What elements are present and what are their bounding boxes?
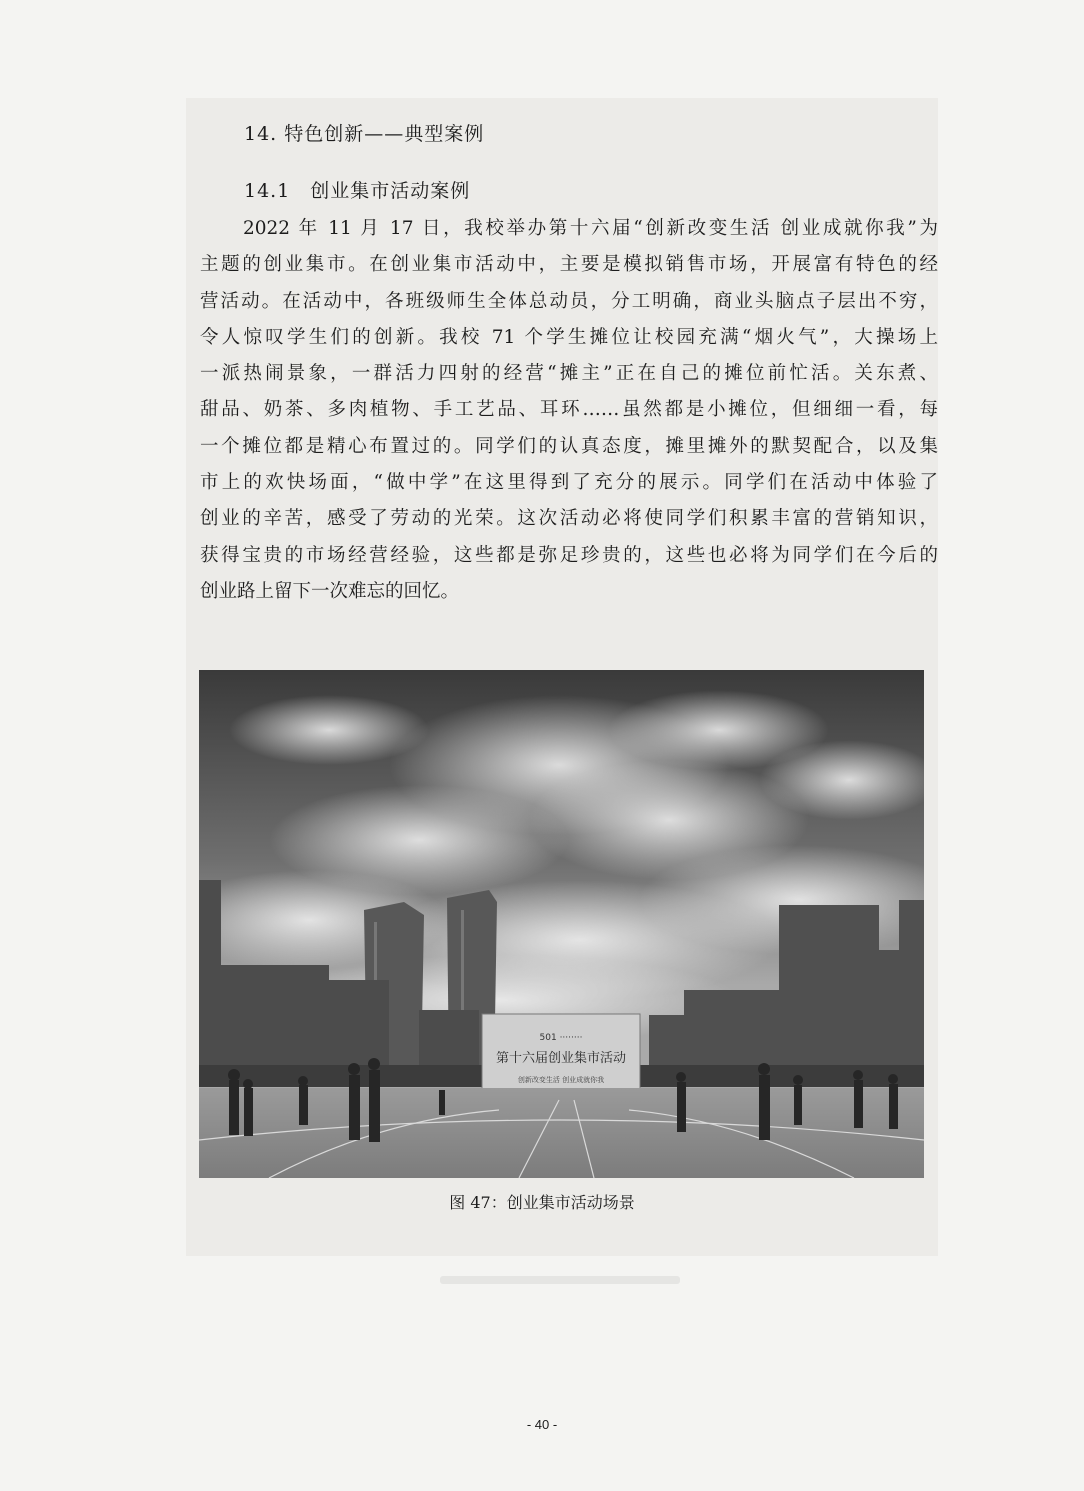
paragraph-line: 甜品、奶茶、多肉植物、手工艺品、耳环……虽然都是小摊位，但细细一看，每 <box>200 399 938 421</box>
section-title: 14. 特色创新——典型案例 <box>244 123 485 145</box>
paragraph-line: 一个摊位都是精心布置过的。同学们的认真态度，摊里摊外的默契配合，以及集 <box>200 435 938 457</box>
paragraph-line: 一派热闹景象，一群活力四射的经营“摊主”正在自己的摊位前忙活。关东煮、 <box>200 363 938 385</box>
paragraph-line: 创业路上留下一次难忘的回忆。 <box>200 580 460 602</box>
banner-title: 第十六届创业集市活动 <box>495 1051 627 1066</box>
figure-caption: 图 47：创业集市活动场景 <box>449 1193 635 1212</box>
paragraph-line: 获得宝贵的市场经营经验，这些都是弥足珍贵的，这些也必将为同学们在今后的 <box>200 544 938 566</box>
banner-slogan: 创新改变生活 创业成就你我 <box>517 1076 605 1084</box>
bleed-through-mark <box>440 1276 680 1284</box>
body-paragraph <box>200 211 938 610</box>
paragraph-line: 令人惊叹学生们的创新。我校 71 个学生摊位让校园充满“烟火气”，大操场上 <box>200 326 938 348</box>
paragraph-line: 主题的创业集市。在创业集市活动中，主要是模拟销售市场，开展富有特色的经 <box>200 254 938 276</box>
paragraph-line: 市上的欢快场面，“做中学”在这里得到了充分的展示。同学们在活动中体验了 <box>200 472 938 494</box>
paragraph-line: 营活动。在活动中，各班级师生全体总动员，分工明确，商业头脑点子层出不穷， <box>200 290 938 312</box>
market-event-photo <box>199 670 924 1178</box>
paragraph-line: 2022 年 11 月 17 日，我校举办第十六届“创新改变生活 创业成就你我”为 <box>243 218 938 239</box>
svg-text:501 ········: 501 ········ <box>539 1033 583 1043</box>
paragraph-line: 创业的辛苦，感受了劳动的光荣。这次活动必将使同学们积累丰富的营销知识， <box>200 508 938 530</box>
subsection-title: 14.1 创业集市活动案例 <box>244 180 471 202</box>
page-number: - 40 - <box>526 1417 558 1432</box>
